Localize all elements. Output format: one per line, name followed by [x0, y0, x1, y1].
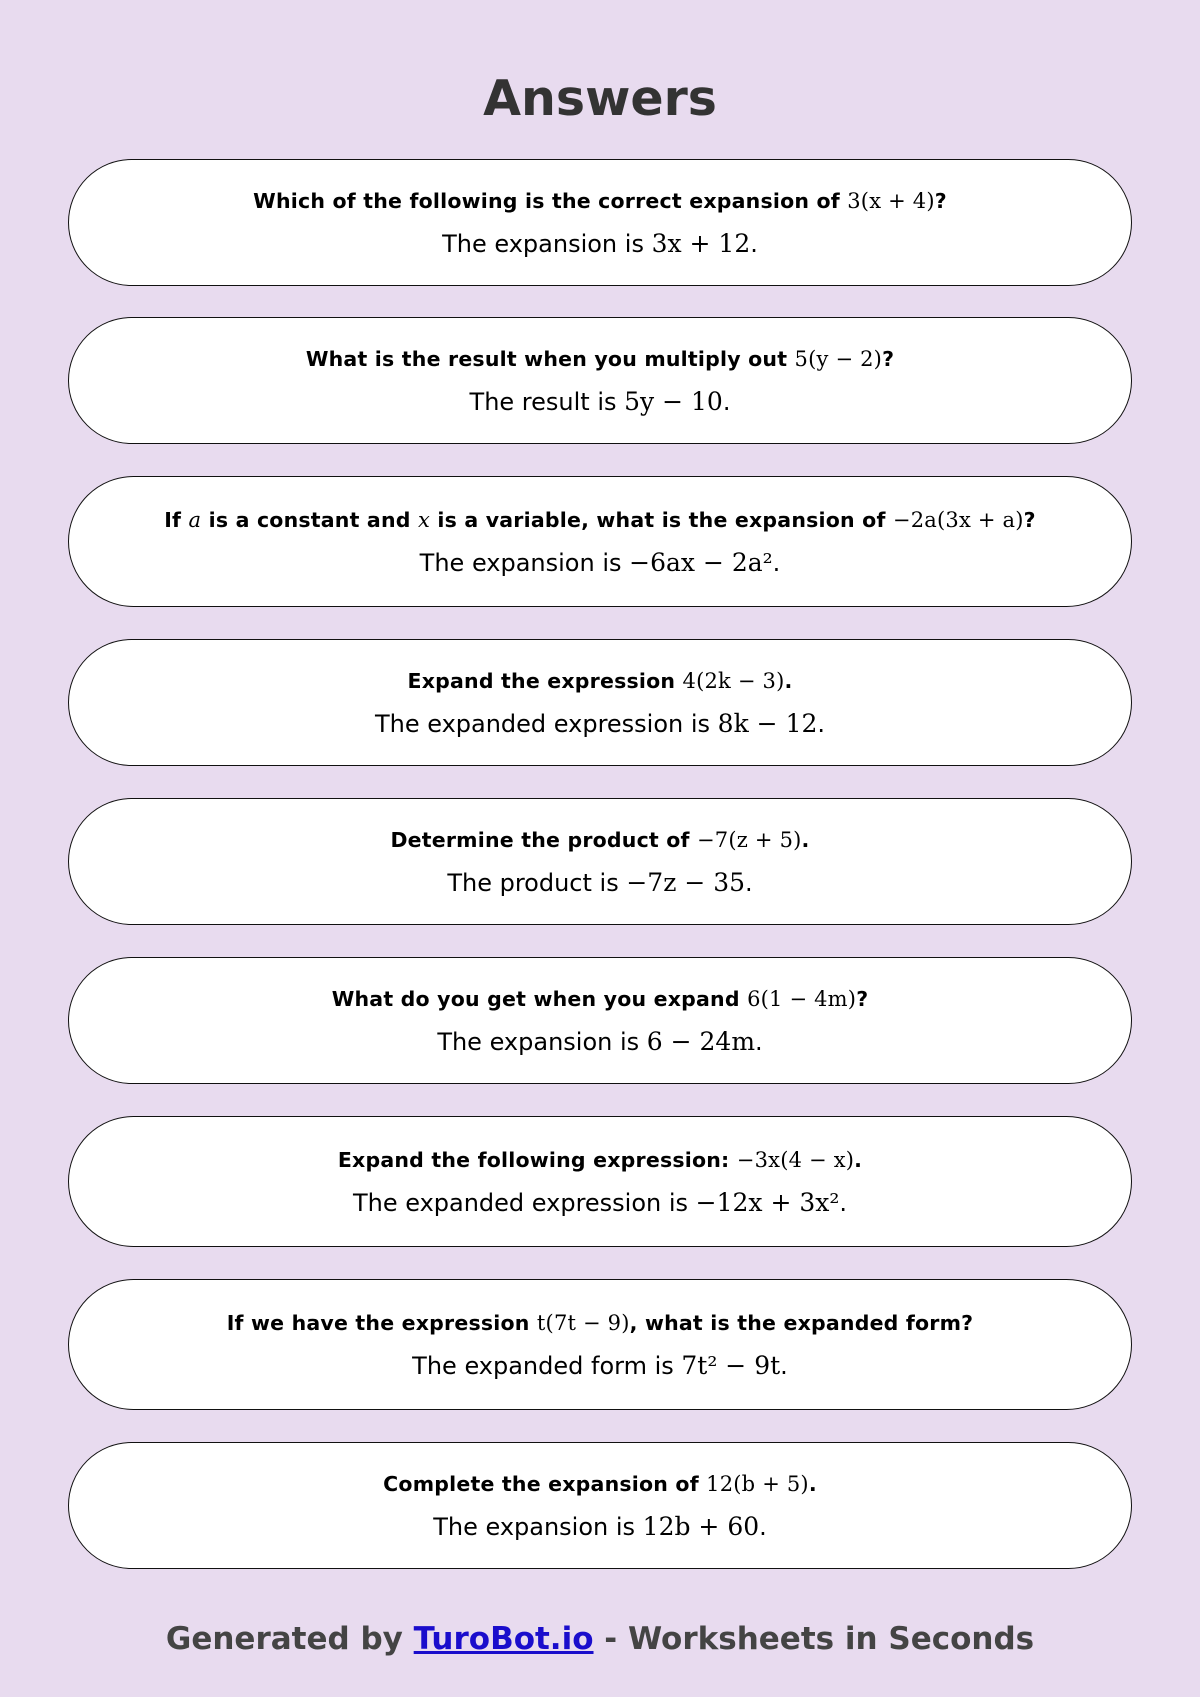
answer-card-7 — [68, 1116, 1132, 1247]
answer-math: 7t² − 9t — [681, 1350, 781, 1380]
answer-card-2 — [68, 317, 1132, 444]
answer-text: The expanded form is 7t² − 9t. — [412, 1350, 788, 1380]
answer-text: The product is −7z − 35. — [447, 867, 753, 897]
answer-card-9 — [68, 1442, 1132, 1569]
page-title: Answers — [483, 70, 717, 127]
question-text: Expand the expression 4(2k − 3). — [407, 668, 793, 693]
question-text: Expand the following expression: −3x(4 − x). — [337, 1147, 863, 1172]
question-math-var: a — [188, 507, 202, 532]
answer-math: −12x + 3x² — [695, 1187, 840, 1217]
answer-card-8 — [68, 1279, 1132, 1410]
footer-suffix: - Worksheets in Seconds — [593, 1621, 1035, 1657]
answer-math: −6ax − 2a² — [629, 547, 773, 577]
question-math: −7(z + 5) — [697, 827, 802, 852]
answer-card-5 — [68, 798, 1132, 925]
question-math: t(7t − 9) — [536, 1310, 630, 1335]
answer-card-6 — [68, 957, 1132, 1084]
question-math-var: x — [417, 507, 431, 532]
question-text: Complete the expansion of 12(b + 5). — [383, 1471, 817, 1496]
answer-card-4 — [68, 639, 1132, 766]
question-text: If we have the expression t(7t − 9), what is the expanded form? — [226, 1310, 974, 1335]
answer-text: The result is 5y − 10. — [469, 386, 731, 416]
question-text: If a is a constant and x is a variable, what is the expansion of −2a(3x + a)? — [164, 507, 1036, 532]
answer-math: 5y − 10 — [624, 386, 723, 416]
question-math: 6(1 − 4m) — [747, 986, 857, 1011]
answer-text: The expansion is 3x + 12. — [442, 228, 758, 258]
answer-math: −7z − 35 — [626, 867, 746, 897]
question-math: 12(b + 5) — [706, 1471, 809, 1496]
answer-card-1 — [68, 159, 1132, 286]
question-text: Determine the product of −7(z + 5). — [390, 827, 810, 852]
question-math: −3x(4 − x) — [736, 1147, 855, 1172]
answer-math: 8k − 12 — [717, 708, 818, 738]
question-math: 5(y − 2) — [794, 346, 883, 371]
answer-math: 3x + 12 — [651, 228, 751, 258]
question-math: 3(x + 4) — [847, 188, 935, 213]
answer-text: The expansion is −6ax − 2a². — [419, 547, 781, 577]
answer-math: 12b + 60 — [642, 1511, 760, 1541]
answer-text: The expansion is 6 − 24m. — [437, 1026, 763, 1056]
question-text: What is the result when you multiply out 5(y − 2)? — [305, 346, 895, 371]
answer-text: The expansion is 12b + 60. — [433, 1511, 767, 1541]
answer-list — [68, 159, 1132, 1569]
question-text: What do you get when you expand 6(1 − 4m)? — [331, 986, 869, 1011]
answer-card-3 — [68, 476, 1132, 607]
turobot-link[interactable]: TuroBot.io — [413, 1621, 594, 1657]
answer-text: The expanded expression is −12x + 3x². — [352, 1187, 848, 1217]
footer-prefix: Generated by — [165, 1621, 414, 1657]
question-text: Which of the following is the correct expansion of 3(x + 4)? — [253, 188, 947, 213]
footer — [0, 1617, 1200, 1661]
answer-text: The expanded expression is 8k − 12. — [374, 708, 826, 738]
answer-math: 6 − 24m — [646, 1026, 756, 1056]
question-math: 4(2k − 3) — [682, 668, 785, 693]
question-math: −2a(3x + a) — [892, 507, 1024, 532]
